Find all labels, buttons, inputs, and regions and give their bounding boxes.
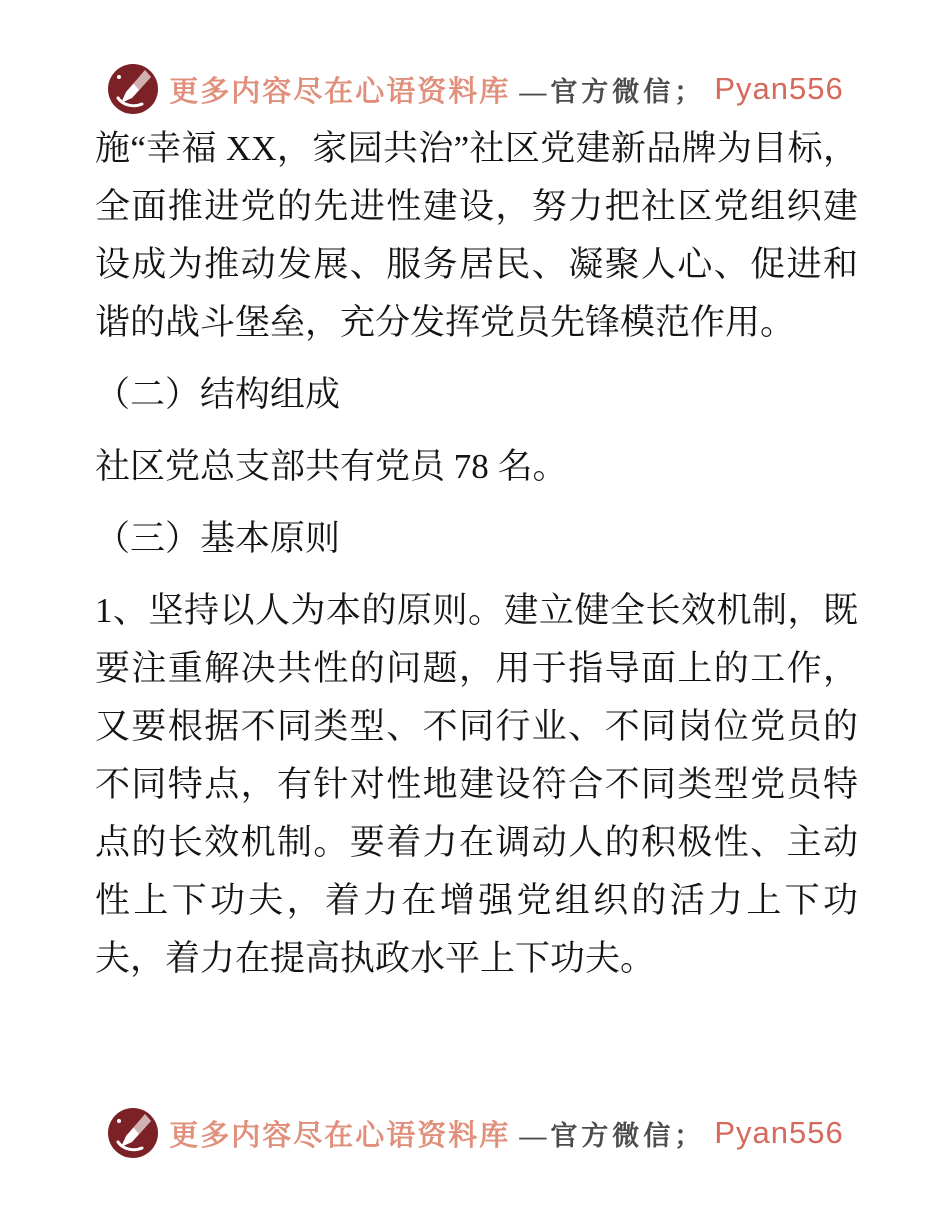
- watermark-wechat-id: Pyan556: [714, 1115, 844, 1150]
- section-heading-3: （三）基本原则: [95, 519, 341, 558]
- watermark-separator-text: —官方微信；: [519, 1120, 706, 1151]
- paragraph-members-count: 社区党总支部共有党员 78 名。: [95, 447, 568, 486]
- pen-ink-logo-icon: [106, 1106, 160, 1160]
- section-heading-2: （二）结构组成: [95, 375, 341, 414]
- watermark-brand-text: 更多内容尽在心语资料库: [169, 75, 511, 108]
- paragraph-continuation: 施“幸福 XX，家园共治”社区党建新品牌为目标，全面推进党的先进性建设，努力把社区党组织建设成为推动发展、服务居民、凝聚人心、促进和谐的战斗堡垒，充分发挥党员先锋模范作用。: [95, 129, 858, 342]
- watermark-separator-text: —官方微信；: [519, 76, 706, 107]
- watermark-brand-text: 更多内容尽在心语资料库: [169, 1119, 511, 1152]
- pen-ink-logo-icon: [106, 62, 160, 116]
- paragraph-principle-1: 1、坚持以人为本的原则。建立健全长效机制，既要注重解决共性的问题，用于指导面上的工作，又要根据不同类型、不同行业、不同岗位党员的不同特点，有针对性地建设符合不同类型党员特点的长效机制。要着力在调动人的积极性、主动性上下功夫，着力在增强党组织的活力上下功夫，着力在提高执政水平上下功夫。: [95, 591, 858, 978]
- watermark-wechat-id: Pyan556: [714, 71, 844, 106]
- watermark-footer: [0, 1106, 950, 1160]
- document-body: [95, 120, 858, 988]
- watermark-header: [0, 62, 950, 116]
